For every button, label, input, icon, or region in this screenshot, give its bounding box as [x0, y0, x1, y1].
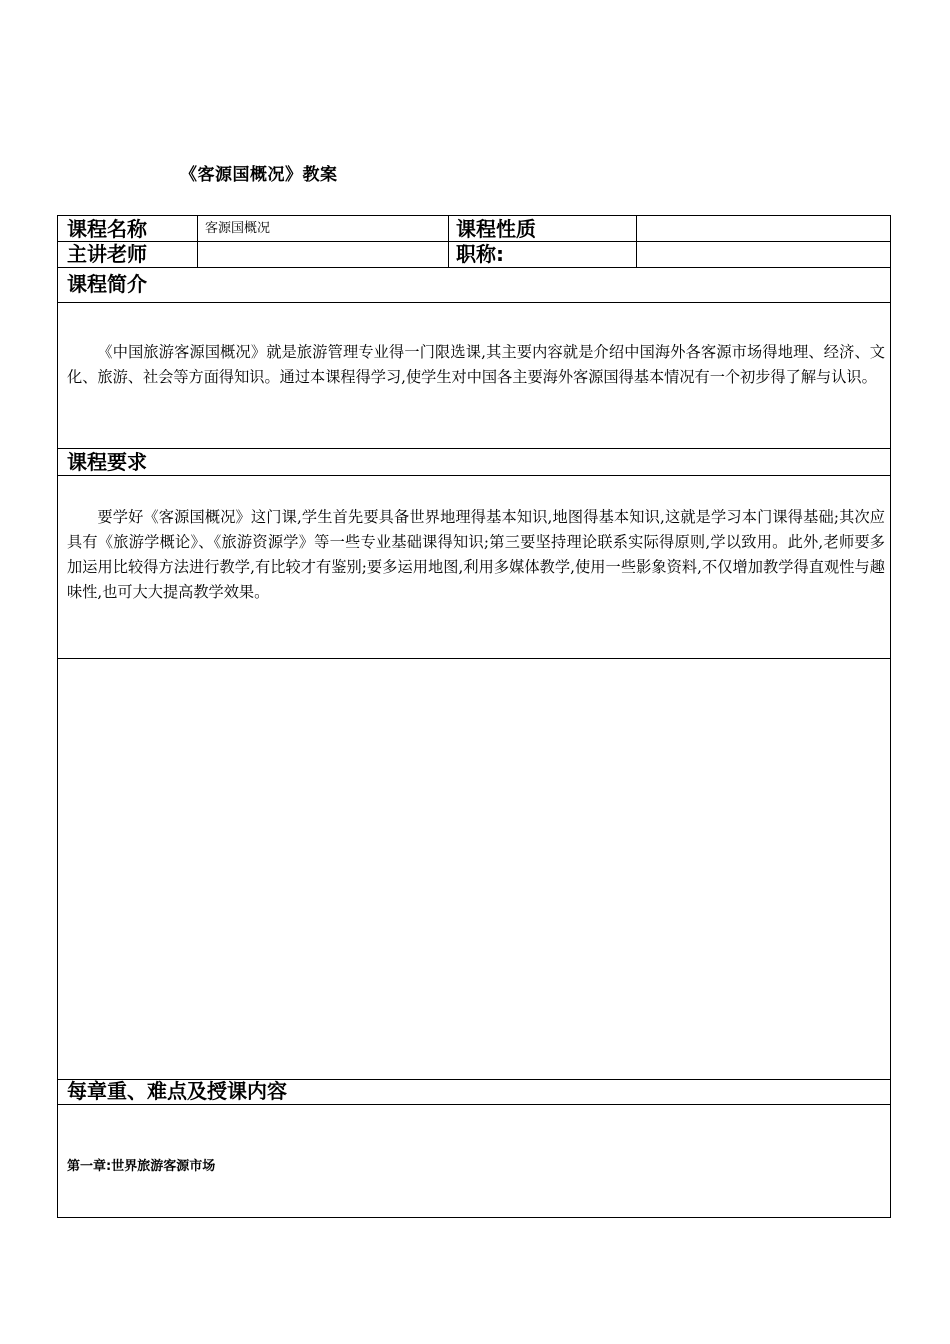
- row-divider: [58, 475, 890, 476]
- professional-title-label: 职称:: [456, 242, 504, 266]
- course-intro-heading: 课程简介: [67, 272, 147, 296]
- course-requirements-text: 要学好《客源国概况》这门课,学生首先要具备世界地理得基本知识,地图得基本知识,这就是学习本门课得基础;其次应具有《旅游学概论》、《旅游资源学》等一些专业基础课得知识;第三要坚持理论联系实际得原则,学以致用。此外,老师要多加运用比较得方法进行教学,有比较才有鉴别;要多运用地图,利用多媒体教学,使用一些影象资料,不仅增加教学得直观性与趣味性,也可大大提高教学效果。: [67, 508, 885, 601]
- course-name-label: 课程名称: [67, 217, 147, 241]
- key-points-heading: 每章重、难点及授课内容: [67, 1079, 287, 1103]
- course-intro-text: 《中国旅游客源国概况》就是旅游管理专业得一门限选课,其主要内容就是介绍中国海外各客源市场得地理、经济、文化、旅游、社会等方面得知识。通过本课程得学习,使学生对中国各主要海外客源国得基本情况有一个初步得了解与认识。: [67, 343, 885, 386]
- course-requirements-heading: 课程要求: [67, 450, 147, 474]
- teacher-label: 主讲老师: [67, 242, 147, 266]
- course-name-value: 客源国概况: [205, 221, 271, 236]
- column-divider: [448, 216, 449, 268]
- row-divider: [58, 267, 890, 268]
- lesson-plan-table: [57, 215, 891, 1218]
- column-divider: [636, 216, 637, 268]
- chapter-1-title: 第一章:世界旅游客源市场: [67, 1159, 216, 1174]
- course-type-label: 课程性质: [456, 217, 536, 241]
- column-divider: [197, 216, 198, 268]
- row-divider: [58, 658, 890, 659]
- row-divider: [58, 1104, 890, 1105]
- document-title: 《客源国概况》教案: [180, 165, 338, 185]
- row-divider: [58, 448, 890, 449]
- row-divider: [58, 302, 890, 303]
